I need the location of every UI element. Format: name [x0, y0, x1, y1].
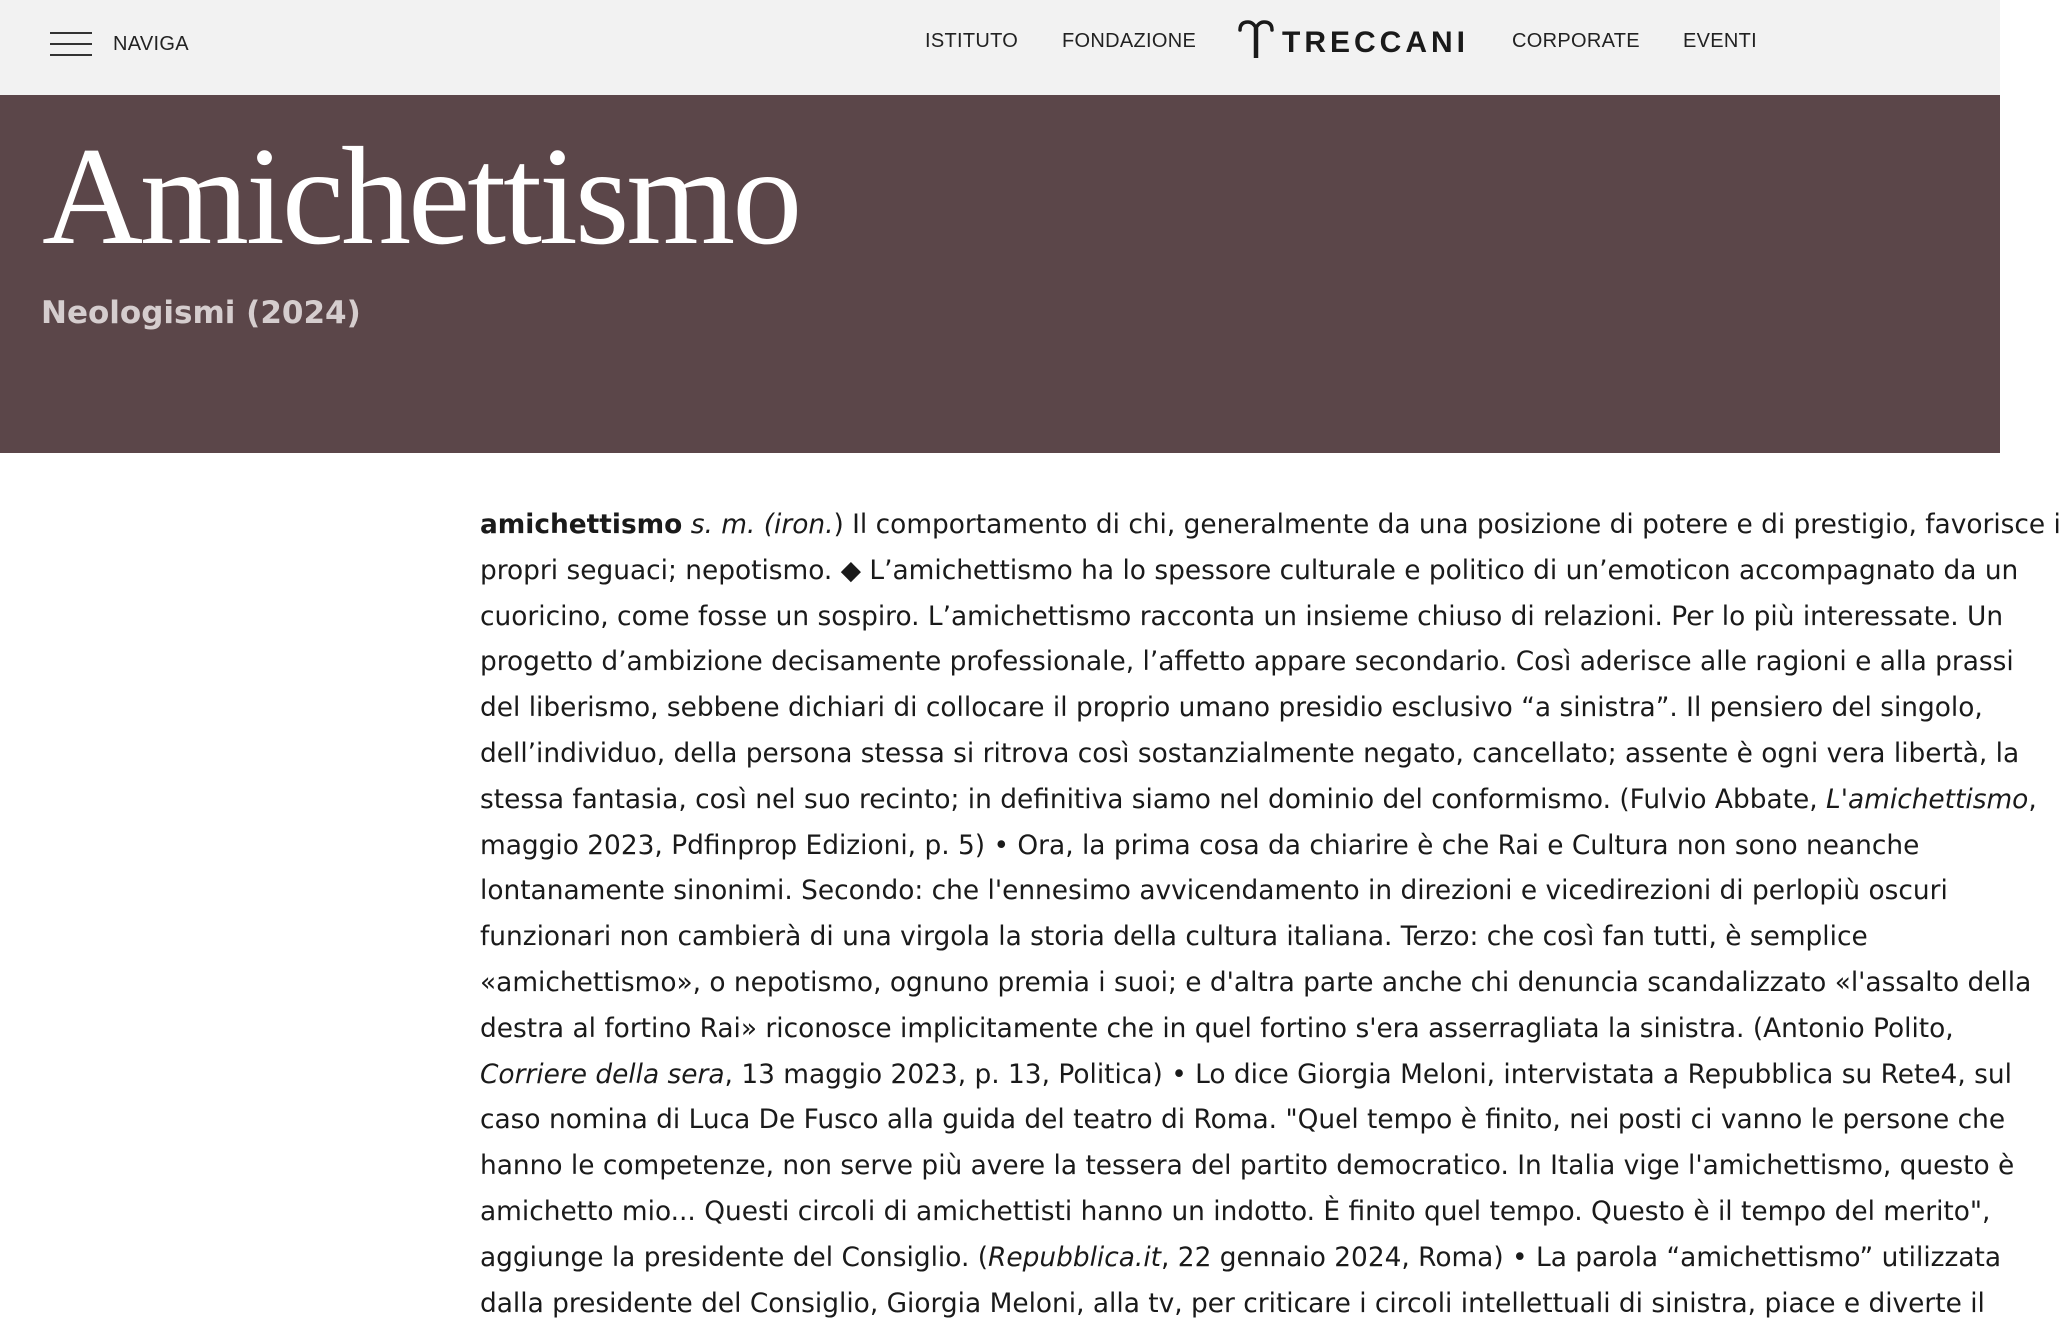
entry-line-7 — [480, 777, 2037, 823]
entry-body — [480, 502, 2061, 1326]
brand-name: TRECCANI — [1282, 26, 1469, 59]
hero-banner — [0, 95, 2000, 453]
treccani-logo-link[interactable] — [1238, 16, 1469, 60]
citation-text: stessa fantasia, così nel suo recinto; in definitiva siamo nel dominio del conformismo. (Fulvio Abbate, — [480, 783, 1827, 815]
hamburger-menu-icon — [50, 29, 92, 59]
entry-line-13 — [480, 1052, 2012, 1098]
menu-toggle-button[interactable] — [50, 24, 189, 64]
treccani-logo-icon — [1238, 20, 1274, 60]
entry-line-6: dell’individuo, della persona stessa si ritrova così sostanzialmente negato, cancellato; assente è ogni vera libertà, la — [480, 737, 2020, 769]
citation-text: , — [2028, 783, 2037, 815]
entry-line-4: progetto d’ambizione decisamente professionale, l’affetto appare secondario. Così aderisce alle ragioni e alla prassi — [480, 646, 2014, 678]
nav-link-istituto[interactable]: ISTITUTO — [925, 30, 1019, 52]
entry-line-10: funzionari non cambierà di una virgola la storia della cultura italiana. Terzo: che così fan tutti, è semplice — [480, 921, 1868, 953]
entry-line-18: dalla presidente del Consiglio, Giorgia Meloni, alla tv, per criticare i circoli intellettuali di sinistra, piace e diverte il — [480, 1287, 1985, 1319]
entry-line-8: maggio 2023, Pdfinprop Edizioni, p. 5) • Ora, la prima cosa da chiarire è che Rai e Cultura non sono neanche — [480, 829, 1920, 861]
entry-line-5: del liberismo, sebbene dichiari di collocare il proprio umano presidio esclusivo “a sinistra”. Il pensiero del singolo, — [480, 692, 1983, 724]
citation-text: , 13 maggio 2023, p. 13, Politica) • Lo dice Giorgia Meloni, intervistata a Repubblica su Rete4, sul — [724, 1058, 2012, 1090]
citation-source-title: Repubblica.it — [988, 1241, 1162, 1273]
entry-line-9: lontanamente sinonimi. Secondo: che l'ennesimo avvicendamento in direzioni e vicedirezioni di perlopiù oscuri — [480, 875, 1948, 907]
page-subtitle: Neologismi (2024) — [41, 295, 361, 331]
register-label: iron. — [774, 509, 834, 540]
entry-line-1 — [480, 502, 2061, 548]
entry-line-14: caso nomina di Luca De Fusco alla guida del teatro di Roma. "Quel tempo è finito, nei posti ci vanno le persone che — [480, 1104, 2006, 1136]
top-navigation-bar — [0, 0, 2000, 95]
nav-link-fondazione[interactable]: FONDAZIONE — [1062, 30, 1197, 52]
grammar-label: s. m. ( — [682, 509, 775, 540]
entry-line-16: amichetto mio... Questi circoli di amichettisti hanno un indotto. È finito quel tempo. Questo è il tempo del merito", — [480, 1195, 1991, 1227]
entry-line-2: propri seguaci; nepotismo. ◆ L’amichettismo ha lo spessore culturale e politico di un’emoticon accompagnato da un — [480, 554, 2019, 586]
citation-source-title: Corriere della sera — [480, 1058, 725, 1090]
citation-text: , 22 gennaio 2024, Roma) • La parola “amichettismo” utilizzata — [1161, 1241, 2002, 1273]
entry-line-17 — [480, 1235, 2002, 1281]
entry-line-11: «amichettismo», o nepotismo, ognuno premia i suoi; e d'altra parte anche chi denuncia scandalizzato «l'assalto della — [480, 966, 2032, 998]
entry-line-3: cuoricino, come fosse un sospiro. L’amichettismo racconta un insieme chiuso di relazioni. Per lo più interessate. Un — [480, 600, 2004, 632]
definition-text: ) Il comportamento di chi, generalmente da una posizione di potere e di prestigio, favorisce i — [833, 509, 2061, 540]
headword: amichettismo — [480, 509, 683, 540]
nav-link-corporate[interactable]: CORPORATE — [1512, 30, 1640, 52]
citation-text: aggiunge la presidente del Consiglio. ( — [480, 1241, 989, 1273]
citation-source-title: L'amichettismo — [1826, 783, 2029, 815]
entry-line-15: hanno le competenze, non serve più avere la tessera del partito democratico. In Italia vige l'amichettismo, questo è — [480, 1150, 2015, 1182]
nav-link-eventi[interactable]: EVENTI — [1683, 30, 1758, 52]
entry-line-12: destra al fortino Rai» riconosce implicitamente che in quel fortino s'era asserragliata la sinistra. (Antonio Polito, — [480, 1012, 1954, 1044]
page-title: Amichettismo — [42, 119, 800, 274]
menu-label: NAVIGA — [113, 32, 189, 55]
